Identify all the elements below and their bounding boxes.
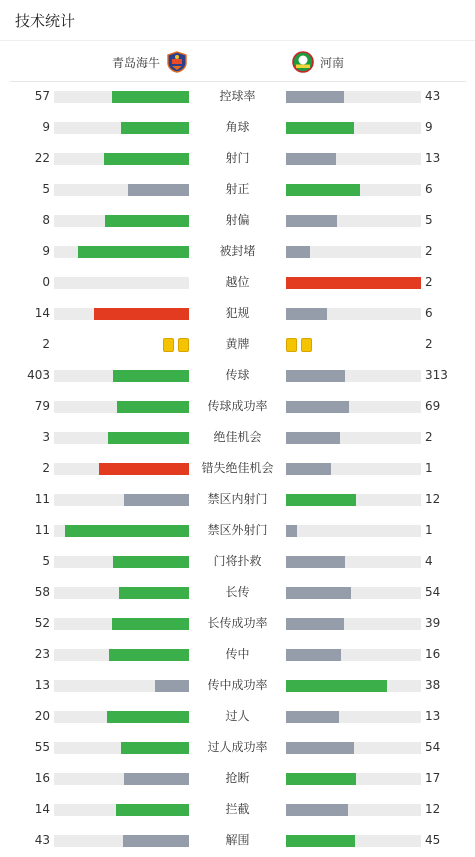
away-stat-bar-fill — [286, 277, 421, 289]
stat-row — [0, 81, 475, 112]
home-stat-bar — [54, 432, 189, 444]
stat-row — [0, 515, 475, 546]
stat-name: 传中 — [225, 647, 250, 661]
away-stat-bar-fill — [286, 742, 354, 754]
home-team[interactable] — [112, 50, 188, 74]
home-stat-bar-fill — [99, 463, 189, 475]
stat-name: 解围 — [225, 833, 250, 847]
away-stat-value: 54 — [425, 585, 441, 599]
home-stat-value: 58 — [34, 585, 50, 599]
home-stat-bar-fill — [124, 773, 189, 785]
home-stat-bar — [54, 556, 189, 568]
home-stat-value: 20 — [34, 709, 50, 723]
away-stat-bar-fill — [286, 835, 355, 847]
stat-row — [0, 732, 475, 763]
home-stat-value: 43 — [34, 833, 50, 847]
home-stat-value: 9 — [42, 120, 50, 134]
home-stat-bar — [54, 711, 189, 723]
stat-name: 控球率 — [219, 89, 256, 103]
stat-row — [0, 670, 475, 701]
stat-row — [0, 639, 475, 670]
away-stat-bar — [286, 711, 421, 723]
home-stat-value: 57 — [34, 89, 50, 103]
away-stat-bar — [286, 494, 421, 506]
away-stat-value: 43 — [425, 89, 441, 103]
stat-row — [0, 701, 475, 732]
home-stat-bar-fill — [119, 587, 189, 599]
stat-row — [0, 174, 475, 205]
yellow-card-icon — [301, 338, 312, 352]
home-stat-bar-fill — [104, 153, 189, 165]
home-stat-bar-fill — [121, 122, 189, 134]
away-stat-value: 9 — [425, 120, 433, 134]
stat-name: 被封堵 — [219, 244, 256, 258]
home-stat-bar-fill — [117, 401, 189, 413]
yellow-card-icon — [286, 338, 297, 352]
away-stat-value: 2 — [425, 244, 433, 258]
home-stat-bar — [54, 308, 189, 320]
away-stat-value: 1 — [425, 523, 433, 537]
home-stat-bar — [54, 494, 189, 506]
home-stat-bar-fill — [113, 370, 189, 382]
home-stat-value: 14 — [34, 306, 50, 320]
home-stat-bar-fill — [109, 649, 189, 661]
stat-row — [0, 329, 475, 360]
home-stat-bar — [54, 215, 189, 227]
home-stat-bar-fill — [108, 432, 189, 444]
away-stat-value: 12 — [425, 492, 441, 506]
home-stat-bar-fill — [107, 711, 189, 723]
away-stat-bar-fill — [286, 184, 360, 196]
away-stat-value: 313 — [425, 368, 448, 382]
stat-name: 黄牌 — [225, 337, 250, 351]
home-stat-value: 11 — [34, 523, 50, 537]
page-title: 技术统计 — [15, 12, 76, 30]
stat-row — [0, 608, 475, 639]
stat-name: 角球 — [225, 120, 250, 134]
stat-row — [0, 794, 475, 825]
home-stat-bar — [54, 91, 189, 103]
home-stat-bar — [54, 370, 189, 382]
home-stat-bar-fill — [78, 246, 189, 258]
away-stat-bar-fill — [286, 370, 345, 382]
home-stat-value: 8 — [42, 213, 50, 227]
away-stat-bar-fill — [286, 432, 340, 444]
home-stat-bar — [54, 835, 189, 847]
home-stat-value: 5 — [42, 554, 50, 568]
stat-name: 传球 — [225, 368, 250, 382]
away-stat-bar-fill — [286, 401, 349, 413]
away-stat-value: 2 — [425, 337, 433, 351]
stat-row — [0, 825, 475, 856]
away-stat-bar-fill — [286, 618, 344, 630]
away-stat-value: 4 — [425, 554, 433, 568]
away-stat-bar — [286, 91, 421, 103]
away-stat-bar — [286, 649, 421, 661]
home-stat-bar — [54, 122, 189, 134]
home-stat-bar-fill — [128, 184, 189, 196]
home-stat-bar-fill — [116, 804, 189, 816]
stat-name: 越位 — [225, 275, 250, 289]
away-stat-bar-fill — [286, 711, 339, 723]
home-stat-bar-fill — [123, 835, 189, 847]
home-stat-bar — [54, 184, 189, 196]
stat-name: 射正 — [225, 182, 250, 196]
home-stat-bar — [54, 804, 189, 816]
stat-name: 拦截 — [225, 802, 250, 816]
stat-row — [0, 763, 475, 794]
away-stat-bar-fill — [286, 649, 341, 661]
home-stat-value: 13 — [34, 678, 50, 692]
stat-row — [0, 422, 475, 453]
home-stat-bar-fill — [112, 618, 189, 630]
away-stat-bar-fill — [286, 680, 387, 692]
home-stat-value: 2 — [42, 337, 50, 351]
away-stat-bar — [286, 618, 421, 630]
stat-row — [0, 143, 475, 174]
home-stat-value: 5 — [42, 182, 50, 196]
home-stat-bar-fill — [105, 215, 189, 227]
home-stat-value: 11 — [34, 492, 50, 506]
away-stat-value: 2 — [425, 275, 433, 289]
away-team-name: 河南 — [320, 55, 345, 70]
stat-name: 过人成功率 — [207, 740, 268, 754]
away-stat-bar-fill — [286, 773, 356, 785]
away-stat-bar — [286, 556, 421, 568]
home-stat-value: 23 — [34, 647, 50, 661]
home-stat-bar — [54, 742, 189, 754]
away-stat-bar — [286, 153, 421, 165]
stat-name: 射偏 — [225, 213, 250, 227]
home-stat-value: 9 — [42, 244, 50, 258]
away-stat-value: 13 — [425, 709, 441, 723]
home-stat-bar — [54, 525, 189, 537]
stat-row — [0, 577, 475, 608]
home-stat-bar — [54, 649, 189, 661]
away-stat-bar — [286, 463, 421, 475]
away-stat-bar-fill — [286, 308, 327, 320]
home-stat-value: 16 — [34, 771, 50, 785]
away-stat-bar-fill — [286, 525, 297, 537]
away-stat-bar-fill — [286, 587, 351, 599]
away-stat-value: 6 — [425, 182, 433, 196]
away-stat-value: 5 — [425, 213, 433, 227]
home-stat-bar — [54, 277, 189, 289]
away-stat-bar-fill — [286, 122, 354, 134]
stat-name: 过人 — [225, 709, 250, 723]
away-stat-bar-fill — [286, 556, 345, 568]
home-stat-value: 3 — [42, 430, 50, 444]
away-stat-bar — [286, 184, 421, 196]
stat-row — [0, 112, 475, 143]
away-stat-bar — [286, 680, 421, 692]
home-stat-value: 79 — [34, 399, 50, 413]
home-stat-value: 55 — [34, 740, 50, 754]
away-stat-bar-fill — [286, 804, 348, 816]
away-stat-bar — [286, 587, 421, 599]
home-stat-value: 403 — [27, 368, 50, 382]
away-stat-value: 12 — [425, 802, 441, 816]
away-stat-bar — [286, 773, 421, 785]
away-stat-value: 13 — [425, 151, 441, 165]
home-stat-bar-fill — [124, 494, 189, 506]
away-stat-bar — [286, 432, 421, 444]
away-stat-value: 16 — [425, 647, 441, 661]
away-stat-value: 45 — [425, 833, 441, 847]
qingdao-hainiu-crest-icon — [166, 51, 188, 73]
stat-name: 错失绝佳机会 — [201, 461, 274, 475]
header-bar — [0, 0, 475, 41]
stat-row — [0, 546, 475, 577]
stat-row — [0, 298, 475, 329]
stat-name: 禁区内射门 — [207, 492, 268, 506]
away-stat-bar-fill — [286, 463, 331, 475]
home-stat-bar — [54, 401, 189, 413]
home-stat-bar — [54, 680, 189, 692]
home-stat-value: 2 — [42, 461, 50, 475]
yellow-card-icon — [163, 338, 174, 352]
home-team-name: 青岛海牛 — [111, 55, 160, 70]
stat-name: 传中成功率 — [207, 678, 268, 692]
stat-name: 射门 — [225, 151, 250, 165]
stat-row — [0, 484, 475, 515]
stat-name: 禁区外射门 — [207, 523, 268, 537]
away-stat-bar — [286, 215, 421, 227]
yellow-card-icon — [178, 338, 189, 352]
away-stat-bar — [286, 308, 421, 320]
home-stat-bar — [54, 246, 189, 258]
home-yellow-cards — [54, 338, 189, 352]
home-stat-bar-fill — [94, 308, 189, 320]
home-stat-value: 22 — [34, 151, 50, 165]
home-stat-bar — [54, 773, 189, 785]
away-stat-bar — [286, 246, 421, 258]
home-stat-bar-fill — [121, 742, 189, 754]
away-stat-bar — [286, 370, 421, 382]
stat-name: 门将扑救 — [213, 554, 262, 568]
home-stat-bar-fill — [113, 556, 189, 568]
home-stat-value: 0 — [42, 275, 50, 289]
home-stat-value: 14 — [34, 802, 50, 816]
stat-name: 犯规 — [225, 306, 250, 320]
away-team[interactable] — [292, 50, 344, 74]
away-stat-bar — [286, 835, 421, 847]
stat-row — [0, 360, 475, 391]
away-stat-bar — [286, 277, 421, 289]
away-stat-bar — [286, 525, 421, 537]
away-stat-value: 1 — [425, 461, 433, 475]
home-stat-bar — [54, 618, 189, 630]
stat-row — [0, 236, 475, 267]
away-stat-bar — [286, 122, 421, 134]
away-stat-value: 6 — [425, 306, 433, 320]
home-stat-bar — [54, 587, 189, 599]
stat-name: 长传成功率 — [207, 616, 268, 630]
stat-row — [0, 391, 475, 422]
away-stat-value: 69 — [425, 399, 441, 413]
stat-name: 传球成功率 — [207, 399, 268, 413]
away-stat-value: 2 — [425, 430, 433, 444]
home-stat-value: 52 — [34, 616, 50, 630]
stat-row — [0, 453, 475, 484]
away-stat-bar — [286, 401, 421, 413]
stat-name: 抢断 — [225, 771, 250, 785]
away-stat-value: 17 — [425, 771, 441, 785]
away-stat-bar-fill — [286, 153, 336, 165]
away-stat-bar-fill — [286, 494, 356, 506]
home-stat-bar-fill — [65, 525, 189, 537]
away-stat-bar — [286, 742, 421, 754]
away-yellow-cards — [286, 338, 421, 352]
home-stat-bar — [54, 463, 189, 475]
away-stat-value: 39 — [425, 616, 441, 630]
stat-name: 绝佳机会 — [213, 430, 262, 444]
home-stat-bar — [54, 153, 189, 165]
stat-row — [0, 267, 475, 298]
away-stat-bar — [286, 804, 421, 816]
henan-crest-icon — [292, 51, 314, 73]
home-stat-bar-fill — [112, 91, 189, 103]
stat-row — [0, 205, 475, 236]
away-stat-bar-fill — [286, 246, 310, 258]
away-stat-bar-fill — [286, 91, 344, 103]
team-header — [10, 41, 466, 82]
home-stat-bar-fill — [155, 680, 189, 692]
stat-name: 长传 — [225, 585, 250, 599]
away-stat-value: 54 — [425, 740, 441, 754]
away-stat-bar-fill — [286, 215, 337, 227]
away-stat-value: 38 — [425, 678, 441, 692]
